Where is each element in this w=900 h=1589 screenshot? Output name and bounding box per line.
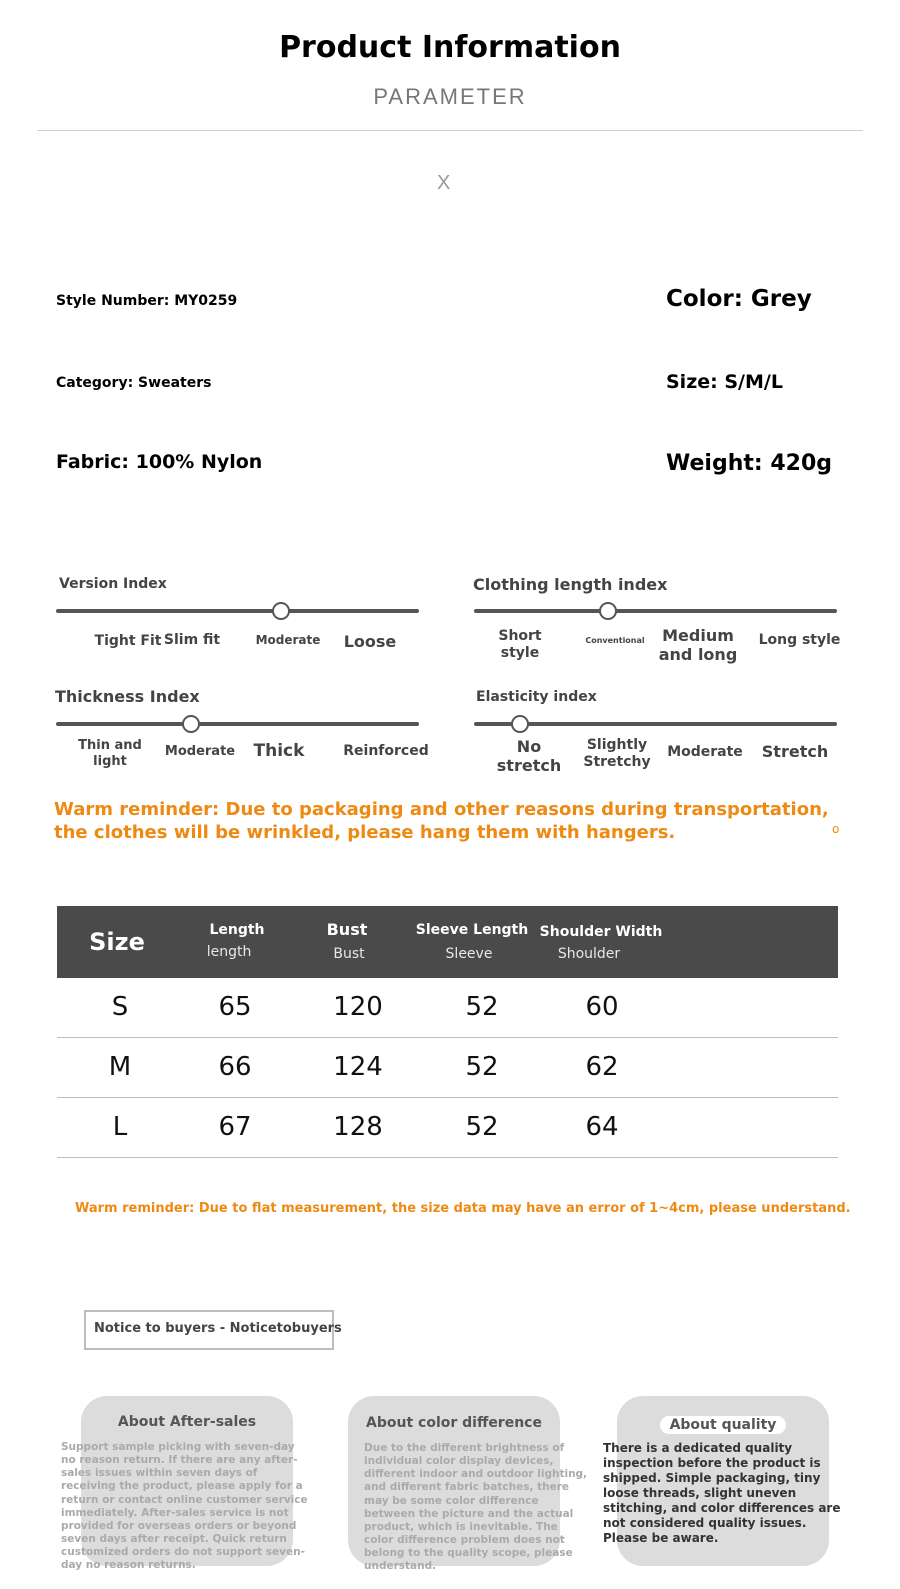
- reminder-mark: o: [832, 822, 840, 836]
- table-cell: 66: [218, 1052, 252, 1082]
- version-option: Moderate: [255, 633, 321, 647]
- table-row: [57, 978, 838, 1038]
- column-header-size: Size: [89, 928, 145, 956]
- packaging-reminder: Warm reminder: Due to packaging and other reasons during transportation, the clothes will be wrinkled, please hang them with hangers.: [54, 799, 829, 844]
- color-difference-title: About color difference: [366, 1415, 542, 1431]
- color: Color: Grey: [666, 286, 812, 312]
- thickness-option: Moderate: [164, 744, 236, 759]
- column-header-length: Length: [209, 922, 265, 938]
- version-index-title: Version Index: [59, 576, 167, 592]
- column-header-sleeve-length: Sleeve Length: [415, 922, 529, 938]
- size-table: [57, 906, 838, 1158]
- clothing-length-index-knob[interactable]: [599, 602, 617, 620]
- quality-title: About quality: [660, 1416, 787, 1434]
- table-cell: 52: [465, 992, 499, 1022]
- category: Category: Sweaters: [56, 375, 212, 391]
- table-cell: M: [108, 1052, 132, 1082]
- table-cell: 62: [585, 1052, 619, 1082]
- table-cell: 124: [333, 1052, 383, 1082]
- fabric: Fabric: 100% Nylon: [56, 451, 263, 473]
- version-index-knob[interactable]: [272, 602, 290, 620]
- thickness-index-title: Thickness Index: [55, 687, 200, 706]
- size-range: Size: S/M/L: [666, 371, 783, 393]
- table-header: [57, 906, 838, 978]
- notice-to-buyers-label: Notice to buyers - Noticetobuyers: [84, 1310, 334, 1350]
- table-cell: 52: [465, 1112, 499, 1142]
- quality-text: There is a dedicated quality inspection before the product is shipped. Simple packaging, tiny loose threads, slight uneven stitching, and color differences are not considered quality issues. Please be aware.: [603, 1441, 841, 1545]
- version-option: Loose: [343, 632, 397, 651]
- thickness-option: Thick: [253, 741, 305, 761]
- elasticity-option: Moderate: [667, 744, 743, 760]
- measurement-reminder: Warm reminder: Due to flat measurement, the size data may have an error of 1~4cm, please understand.: [75, 1201, 851, 1216]
- version-option: Slim fit: [163, 632, 221, 648]
- page-subtitle: PARAMETER: [373, 84, 527, 109]
- column-header-bust: Bust: [326, 920, 368, 939]
- table-cell: 128: [333, 1112, 383, 1142]
- table-row: [57, 1038, 838, 1098]
- style-number: Style Number: MY0259: [56, 293, 238, 309]
- weight: Weight: 420g: [666, 451, 832, 476]
- close-icon[interactable]: X: [437, 172, 451, 194]
- thickness-index-track: [56, 722, 419, 726]
- table-cell: 120: [333, 992, 383, 1022]
- table-cell: 65: [218, 992, 252, 1022]
- after-sales-title: About After-sales: [117, 1414, 257, 1430]
- thickness-option: Thin and light: [78, 738, 142, 769]
- column-subheader-bust: Bust: [333, 946, 365, 962]
- column-subheader-shoulder: Shoulder: [557, 946, 621, 962]
- version-index-track: [56, 609, 419, 613]
- elasticity-index-title: Elasticity index: [476, 689, 597, 705]
- column-subheader-length: length: [206, 944, 252, 960]
- column-subheader-sleeve: Sleeve: [445, 946, 493, 962]
- color-difference-text: Due to the different brightness of individual color display devices, different indoor and outdoor lighting, and different fabric batches, there may be some color difference between the picture and the actual product, which is inevitable. The color difference problem does not belong to the quality scope, please understand.: [364, 1442, 588, 1573]
- elasticity-option: Stretch: [761, 742, 829, 761]
- clothing-length-option: Short style: [498, 628, 542, 661]
- quality-title-wrap: [617, 1414, 829, 1433]
- page-title: Product Information: [279, 30, 621, 65]
- clothing-length-option: Conventional: [585, 636, 645, 645]
- table-cell: L: [112, 1112, 128, 1142]
- version-option: Tight Fit: [94, 633, 162, 649]
- thickness-index-knob[interactable]: [182, 715, 200, 733]
- table-cell: 60: [585, 992, 619, 1022]
- elasticity-index-knob[interactable]: [511, 715, 529, 733]
- column-header-shoulder-width: Shoulder Width: [539, 924, 663, 940]
- clothing-length-index-title: Clothing length index: [473, 575, 668, 594]
- thickness-option: Reinforced: [343, 743, 429, 759]
- clothing-length-option: Medium and long: [658, 626, 738, 665]
- table-cell: 52: [465, 1052, 499, 1082]
- table-cell: 64: [585, 1112, 619, 1142]
- table-cell: 67: [218, 1112, 252, 1142]
- table-row: [57, 1098, 838, 1158]
- elasticity-option: Slightly Stretchy: [583, 737, 651, 770]
- clothing-length-option: Long style: [758, 632, 841, 648]
- clothing-length-index-track: [474, 609, 837, 613]
- table-cell: S: [111, 992, 129, 1022]
- header-divider: [37, 130, 863, 131]
- after-sales-text: Support sample picking with seven-day no reason return. If there are any after-sales issues within seven days of receiving the product, please apply for a return or contact online customer service immediately. After-sales service is not provided for overseas orders or beyond seven days after receipt. Quick return customized orders do not support seven-day no reason returns.: [61, 1441, 308, 1572]
- elasticity-option: No stretch: [496, 737, 562, 776]
